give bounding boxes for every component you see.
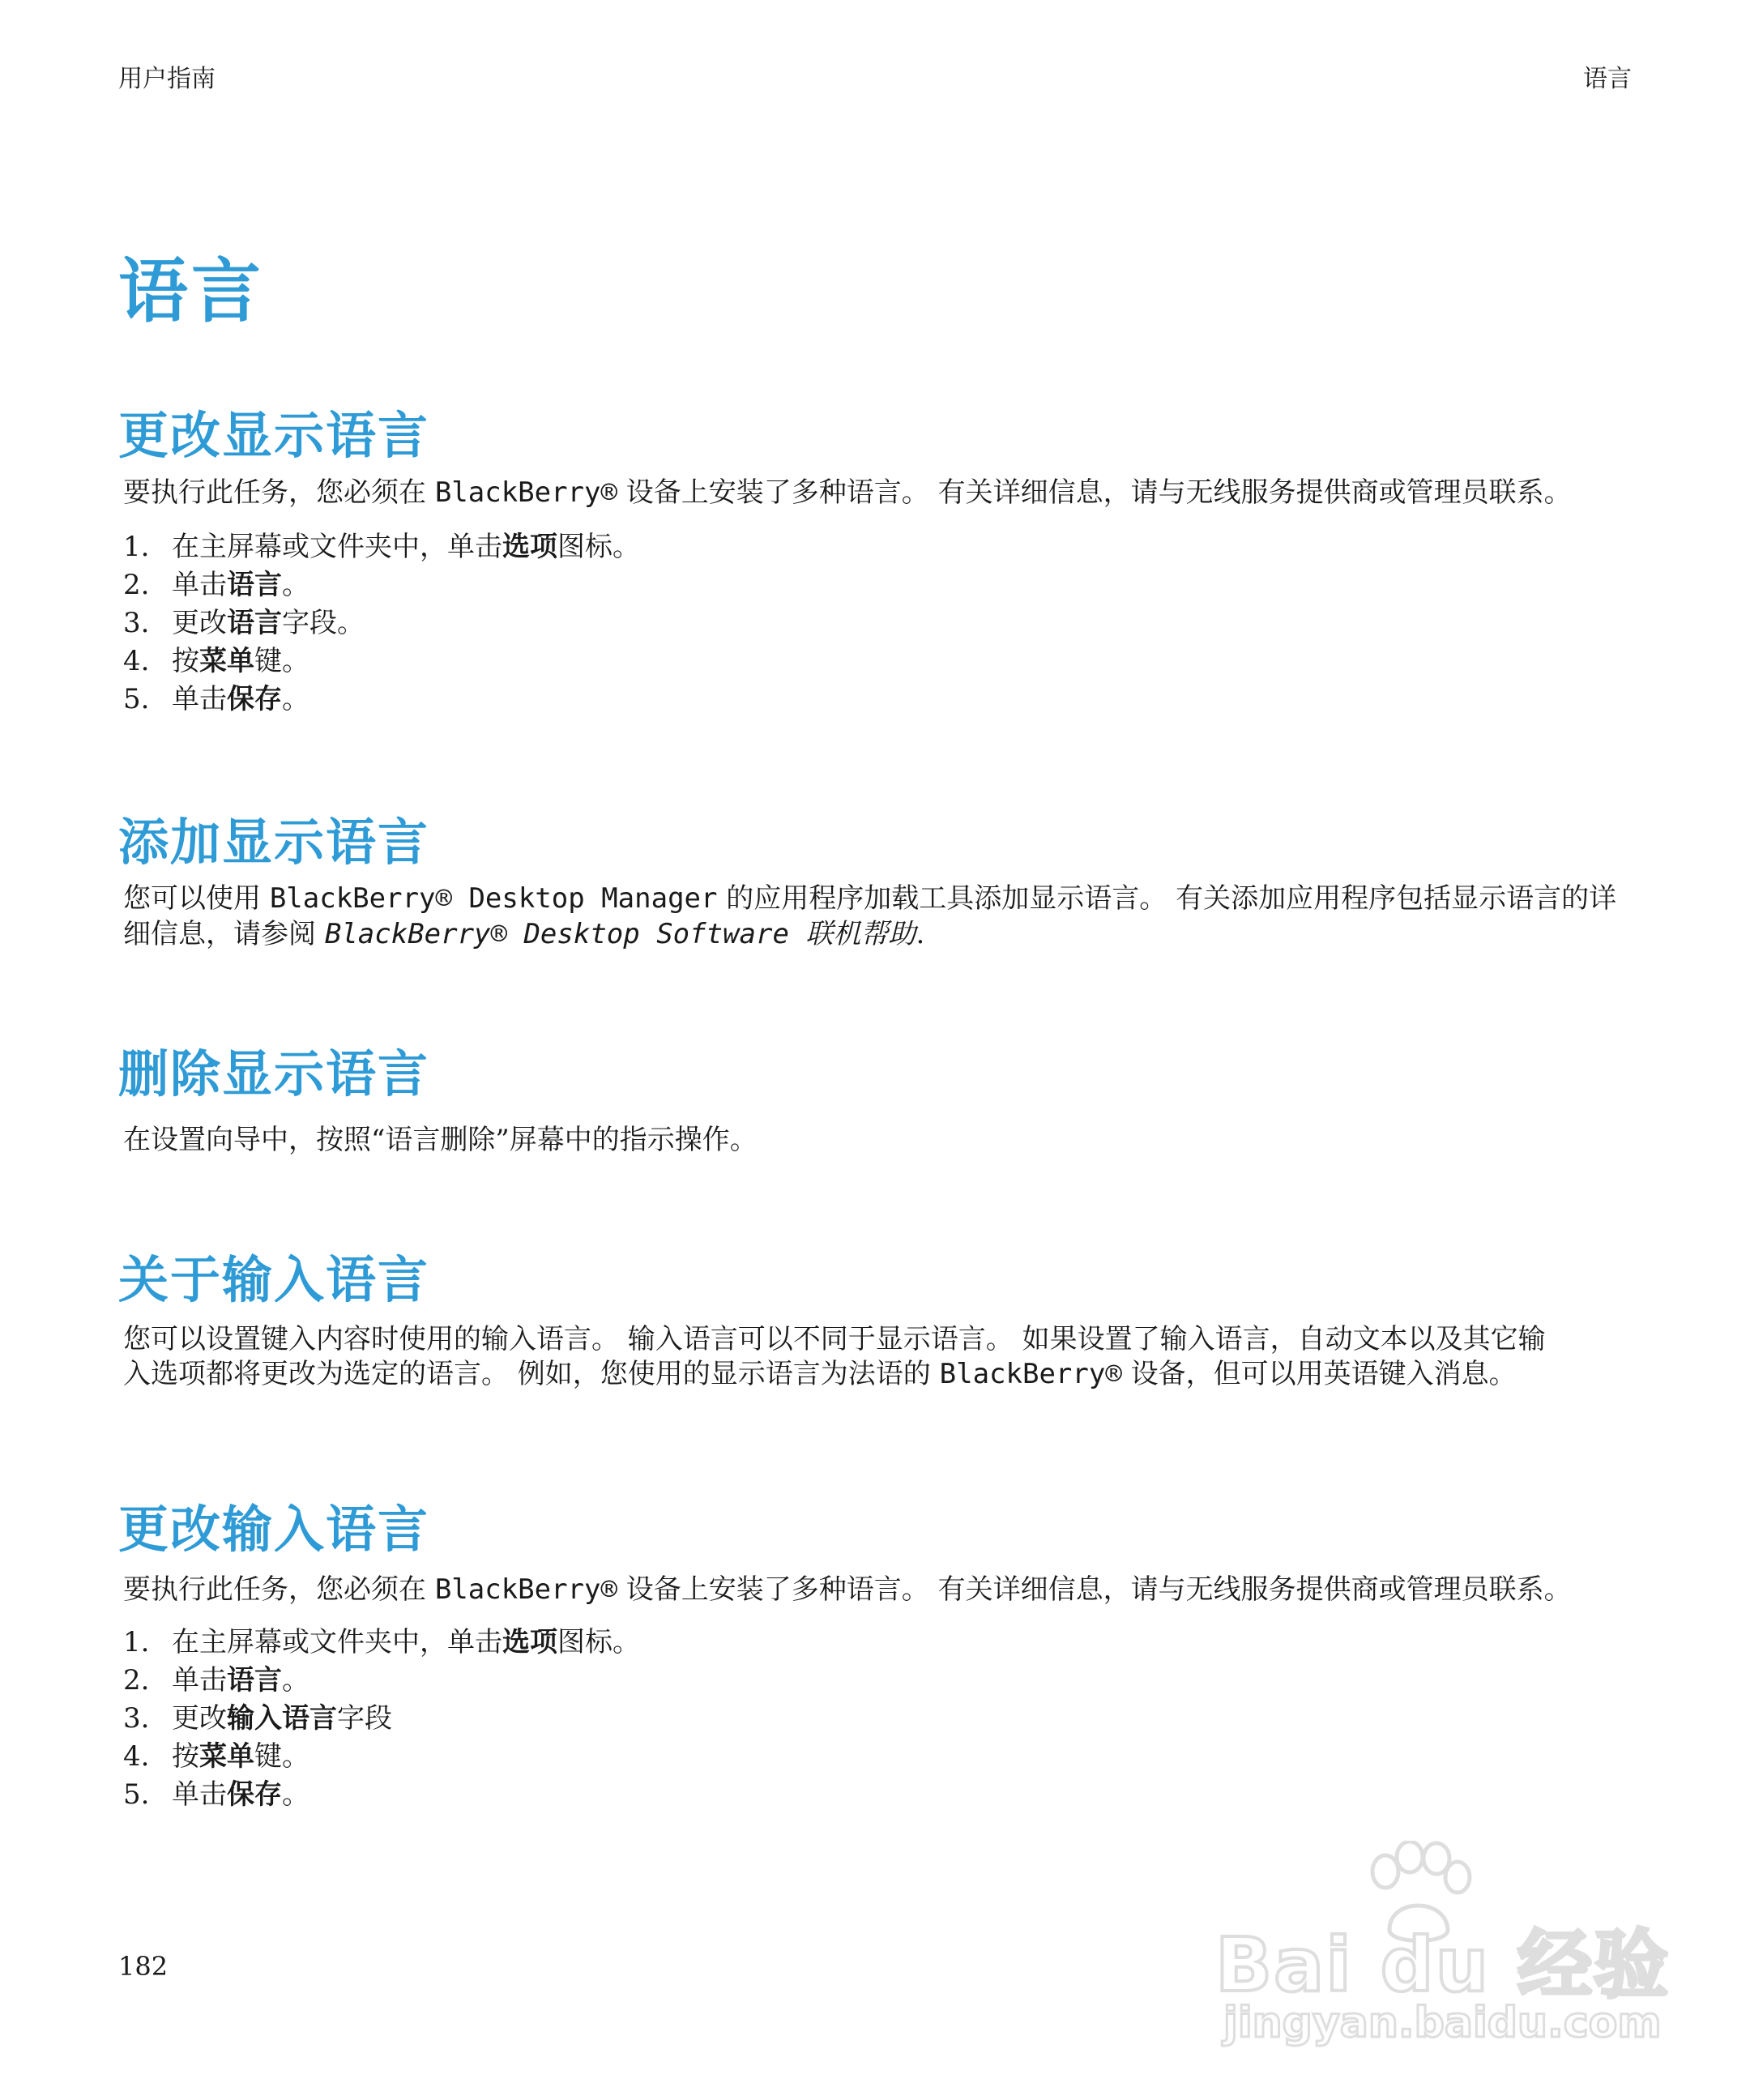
step-text: 按	[172, 1740, 199, 1773]
section-paragraph-line: 您可以设置键入内容时使用的输入语言。 输入语言可以不同于显示语言。 如果设置了输入语言，自动文本以及其它输	[123, 1323, 1546, 1355]
brand-name: BlackBerry® Desktop Manager	[269, 882, 718, 915]
step-ui-term: 菜单	[199, 1740, 254, 1773]
intro-text: 要执行此任务，您必须在	[123, 1573, 435, 1606]
step-ui-term: 选项	[502, 531, 557, 563]
brand-name: BlackBerry®	[434, 476, 617, 509]
paragraph-text: .	[916, 918, 925, 950]
watermark-url: jingyan.baidu.com	[1223, 1999, 1662, 2047]
step-item	[123, 642, 640, 681]
step-number: 5.	[123, 683, 150, 715]
step-ui-term: 选项	[502, 1626, 557, 1658]
intro-text: 要执行此任务，您必须在	[123, 476, 435, 509]
step-number: 4.	[123, 1740, 150, 1773]
paragraph-text: 入选项都将更改为选定的语言。 例如，您使用的显示语言为法语的	[123, 1358, 940, 1390]
section-paragraph: 在设置向导中，按照“语言删除”屏幕中的指示操作。	[123, 1124, 758, 1156]
step-text: 更改	[172, 1702, 227, 1735]
step-item	[123, 604, 640, 642]
section-heading-change-input-language: 更改输入语言	[118, 1500, 430, 1559]
step-item	[123, 681, 640, 719]
steps-list	[123, 528, 640, 719]
step-ui-term: 保存	[227, 683, 282, 715]
step-ui-term: 菜单	[199, 645, 254, 677]
paragraph-text: 的应用程序加载工具添加显示语言。 有关添加应用程序包括显示语言的详	[717, 882, 1617, 915]
baidu-jingyan-watermark	[1215, 1841, 1671, 2047]
step-text: 。	[282, 683, 309, 715]
step-text: 单击	[172, 1778, 227, 1811]
section-heading-add-display-language: 添加显示语言	[118, 813, 430, 872]
step-text: 字段	[337, 1702, 392, 1735]
step-ui-term: 保存	[227, 1778, 282, 1811]
step-ui-term: 语言	[227, 569, 282, 601]
step-number: 5.	[123, 1778, 150, 1811]
step-number: 2.	[123, 1664, 150, 1697]
document-reference: BlackBerry® Desktop Software 联机帮助	[324, 918, 916, 950]
step-text: 单击	[172, 683, 227, 715]
step-text: 键。	[254, 1740, 309, 1773]
step-text: 字段。	[282, 607, 365, 639]
step-ui-term: 输入语言	[227, 1702, 337, 1735]
paragraph-text: 您可以使用	[123, 882, 270, 915]
section-paragraph-line	[123, 916, 1646, 952]
step-item	[123, 1700, 640, 1738]
section-paragraph-line	[123, 1356, 1646, 1392]
paragraph-text: 细信息，请参阅	[123, 918, 325, 950]
section-intro	[123, 1572, 1646, 1607]
brand-name: BlackBerry®	[434, 1573, 617, 1606]
step-number: 1.	[123, 531, 150, 563]
section-heading-change-display-language: 更改显示语言	[118, 406, 430, 465]
section-heading-about-input-language: 关于输入语言	[118, 1250, 430, 1309]
intro-text: 设备上安装了多种语言。 有关详细信息，请与无线服务提供商或管理员联系。	[617, 1573, 1572, 1606]
intro-text: 设备上安装了多种语言。 有关详细信息，请与无线服务提供商或管理员联系。	[617, 476, 1572, 509]
step-text: 键。	[254, 645, 309, 677]
step-ui-term: 语言	[227, 1664, 282, 1697]
step-text: 。	[282, 1778, 309, 1811]
step-text: 在主屏幕或文件夹中，单击	[172, 1626, 502, 1658]
section-heading-delete-display-language: 删除显示语言	[118, 1044, 430, 1103]
step-number: 3.	[123, 607, 150, 639]
step-text: 。	[282, 1664, 309, 1697]
step-text: 按	[172, 645, 199, 677]
step-item	[123, 1624, 640, 1662]
section-paragraph-line	[123, 881, 1646, 916]
step-text: 单击	[172, 569, 227, 601]
step-text: 在主屏幕或文件夹中，单击	[172, 531, 502, 563]
watermark-brand: Bai du 经验	[1215, 1922, 1671, 2008]
step-item	[123, 1662, 640, 1700]
step-text: 图标。	[557, 531, 640, 563]
running-header-left: 用户指南	[118, 65, 216, 93]
paragraph-text: 设备，但可以用英语键入消息。	[1121, 1358, 1517, 1390]
step-ui-term: 语言	[227, 607, 282, 639]
step-number: 2.	[123, 569, 150, 601]
step-number: 1.	[123, 1626, 150, 1658]
section-intro	[123, 475, 1646, 510]
step-text: 单击	[172, 1664, 227, 1697]
step-number: 3.	[123, 1702, 150, 1735]
step-text: 图标。	[557, 1626, 640, 1658]
page-number: 182	[118, 1951, 169, 1982]
step-text: 更改	[172, 607, 227, 639]
running-header-right: 语言	[1583, 65, 1632, 93]
step-item	[123, 1776, 640, 1814]
step-number: 4.	[123, 645, 150, 677]
step-item	[123, 566, 640, 604]
step-item	[123, 528, 640, 566]
brand-name: BlackBerry®	[939, 1358, 1122, 1390]
page-title: 语言	[118, 251, 264, 332]
steps-list	[123, 1624, 640, 1814]
step-item	[123, 1738, 640, 1776]
step-text: 。	[282, 569, 309, 601]
